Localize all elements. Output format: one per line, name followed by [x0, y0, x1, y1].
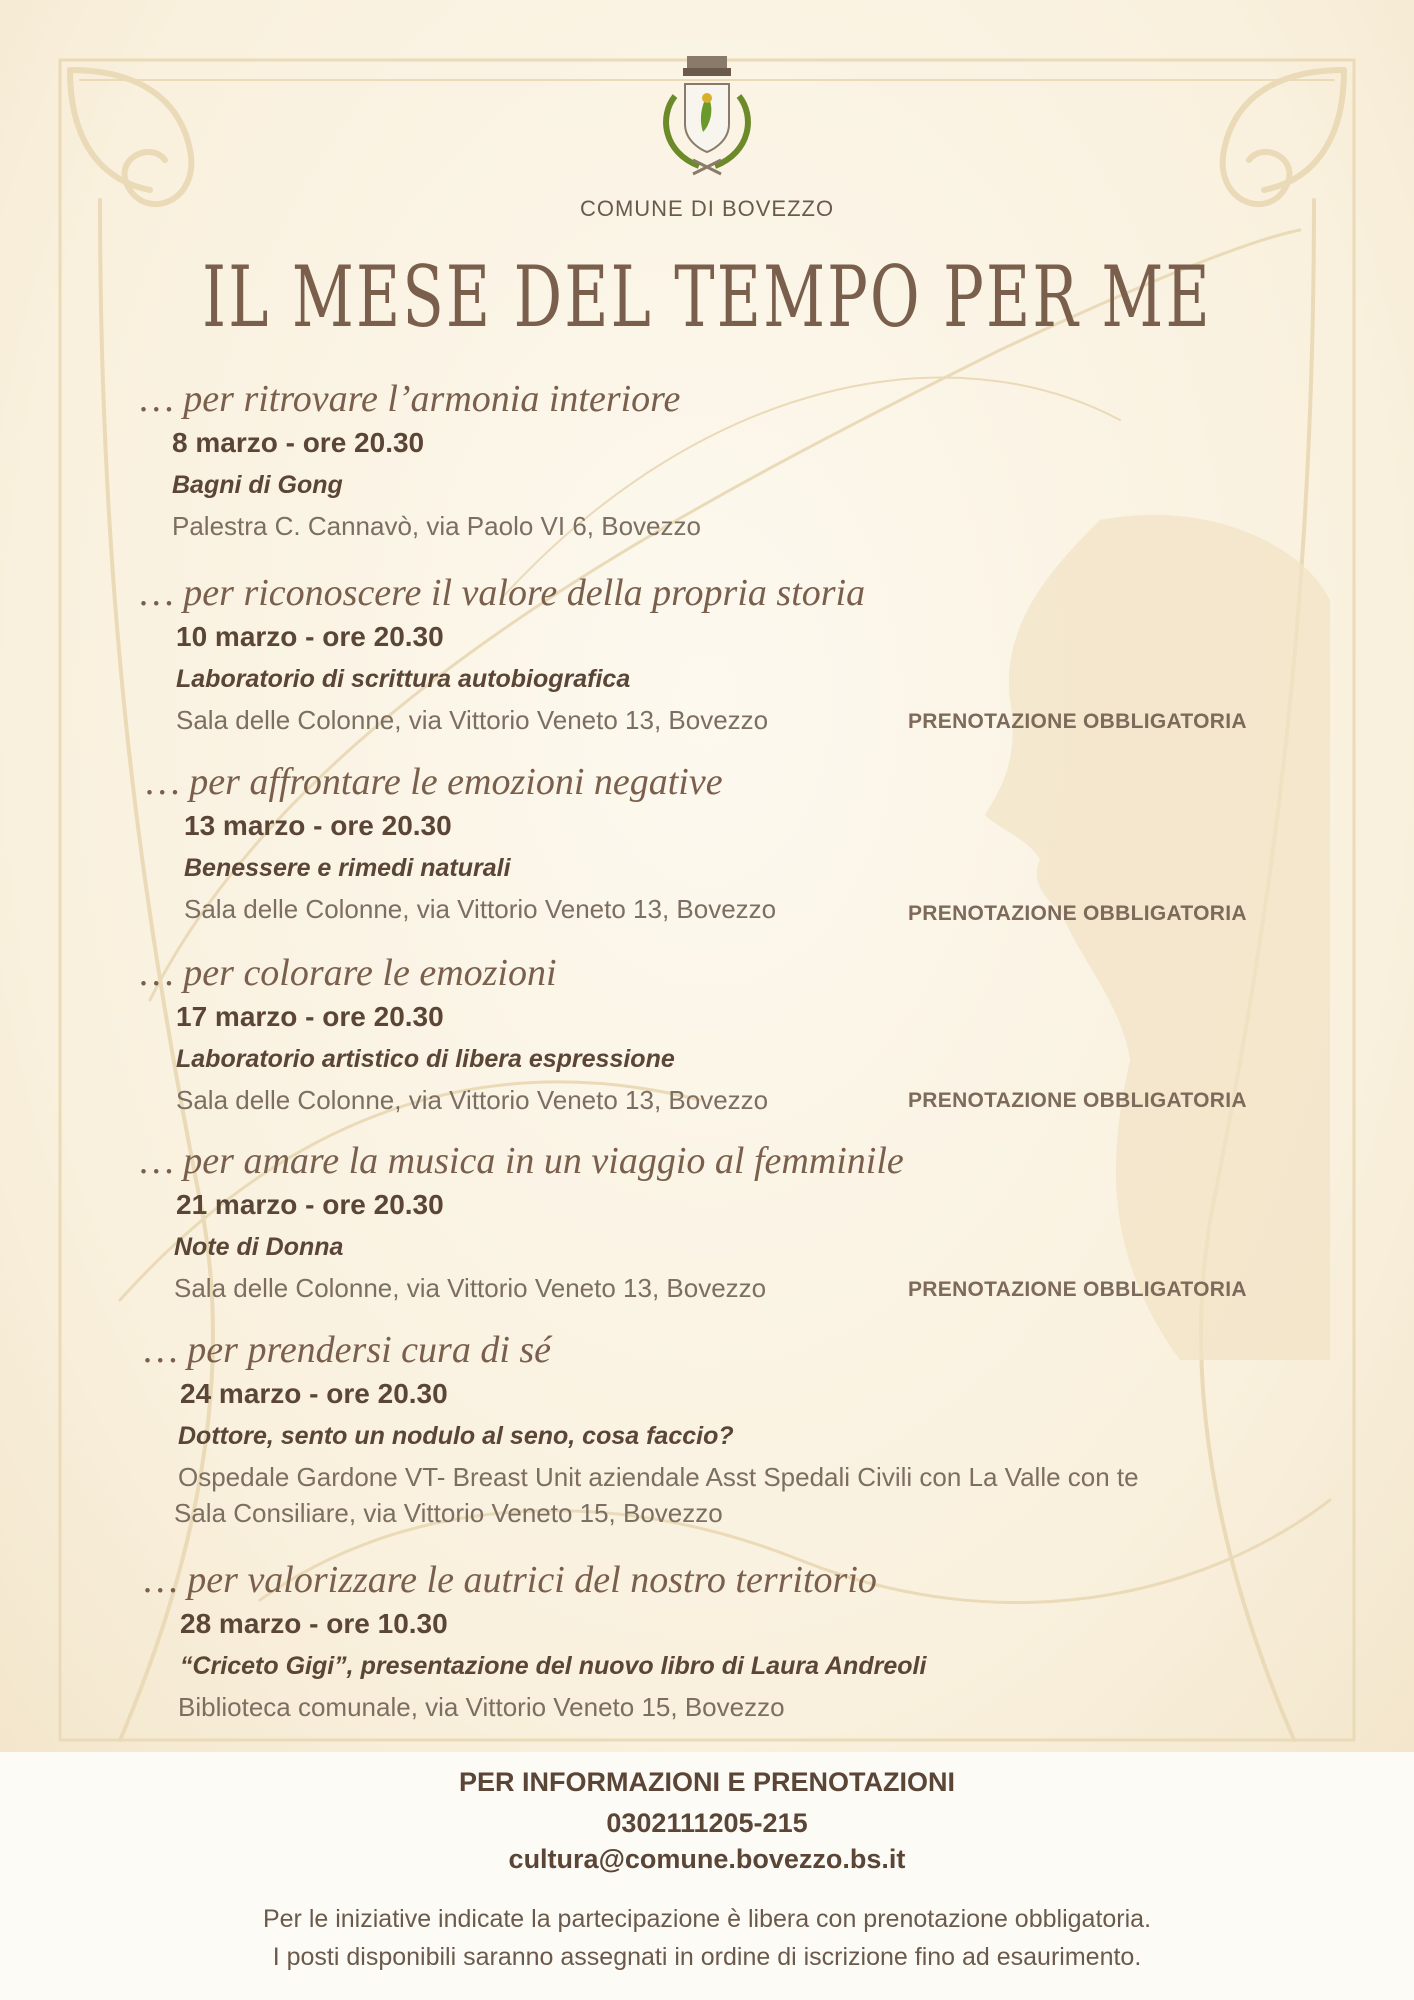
event-4: [140, 951, 768, 1117]
booking-required-badge: PRENOTAZIONE OBBLIGATORIA: [908, 1089, 1247, 1112]
event-date: 28 marzo - ore 10.30: [180, 1608, 448, 1639]
event-title: Note di Donna: [174, 1233, 344, 1261]
booking-required-badge: PRENOTAZIONE OBBLIGATORIA: [908, 710, 1247, 733]
event-heading: … per valorizzare le autrici del nostro territorio: [144, 1559, 877, 1601]
event-1: [140, 377, 701, 543]
event-5: [140, 1139, 904, 1305]
event-2: [140, 571, 865, 737]
event-place: Sala delle Colonne, via Vittorio Veneto 13, Bovezzo: [176, 705, 769, 735]
footer-note-line-2: I posti disponibili saranno assegnati in ordine di iscrizione fino ad esaurimento.: [272, 1943, 1142, 1971]
info-email[interactable]: cultura@comune.bovezzo.bs.it: [508, 1844, 906, 1874]
event-heading: … per colorare le emozioni: [140, 952, 557, 994]
event-place: Sala delle Colonne, via Vittorio Veneto 13, Bovezzo: [176, 1085, 769, 1115]
event-place-secondary: Sala Consiliare, via Vittorio Veneto 15, Bovezzo: [174, 1498, 723, 1528]
event-place: Sala delle Colonne, via Vittorio Veneto 13, Bovezzo: [184, 894, 777, 924]
event-title: Benessere e rimedi naturali: [184, 854, 511, 882]
event-date: 17 marzo - ore 20.30: [176, 1001, 444, 1032]
comune-label: COMUNE DI BOVEZZO: [579, 196, 835, 221]
footer-note-line-1: Per le iniziative indicate la partecipazione è libera con prenotazione obbligatoria.: [262, 1905, 1152, 1933]
footer-note: [0, 1900, 1414, 1976]
event-7: [144, 1558, 926, 1724]
event-date: 13 marzo - ore 20.30: [184, 810, 452, 841]
event-place: Sala delle Colonne, via Vittorio Veneto 13, Bovezzo: [174, 1273, 767, 1303]
info-heading: PER INFORMAZIONI E PRENOTAZIONI: [458, 1767, 955, 1797]
event-title: Laboratorio di scrittura autobiografica: [176, 665, 631, 693]
event-date: 8 marzo - ore 20.30: [172, 427, 425, 458]
page-title: IL MESE DEL TEMPO PER ME: [202, 248, 1212, 346]
event-title: Dottore, sento un nodulo al seno, cosa faccio?: [178, 1422, 734, 1450]
booking-required-badge: PRENOTAZIONE OBBLIGATORIA: [908, 1278, 1247, 1301]
event-place: Ospedale Gardone VT- Breast Unit aziendale Asst Spedali Civili con La Valle con te: [178, 1462, 1139, 1492]
event-date: 24 marzo - ore 20.30: [180, 1378, 448, 1409]
event-3: [146, 760, 776, 926]
event-heading: … per affrontare le emozioni negative: [146, 761, 723, 803]
event-heading: … per prendersi cura di sé: [144, 1329, 552, 1371]
event-heading: … per amare la musica in un viaggio al femminile: [140, 1140, 904, 1182]
event-place: Palestra C. Cannavò, via Paolo VI 6, Bovezzo: [172, 511, 701, 541]
coat-of-arms-icon: [645, 56, 769, 180]
event-title: “Criceto Gigi”, presentazione del nuovo libro di Laura Andreoli: [180, 1652, 927, 1680]
event-title: Laboratorio artistico di libera espressione: [176, 1045, 675, 1073]
event-date: 21 marzo - ore 20.30: [176, 1189, 444, 1220]
booking-required-badge: PRENOTAZIONE OBBLIGATORIA: [908, 902, 1247, 925]
info-phone: 0302111205-215: [606, 1808, 808, 1838]
event-place: Biblioteca comunale, via Vittorio Veneto 15, Bovezzo: [178, 1692, 785, 1722]
event-heading: … per ritrovare l’armonia interiore: [140, 378, 681, 420]
event-date: 10 marzo - ore 20.30: [176, 621, 444, 652]
event-6: [144, 1328, 1139, 1530]
event-title: Bagni di Gong: [172, 471, 343, 499]
event-heading: … per riconoscere il valore della propria storia: [140, 572, 866, 614]
